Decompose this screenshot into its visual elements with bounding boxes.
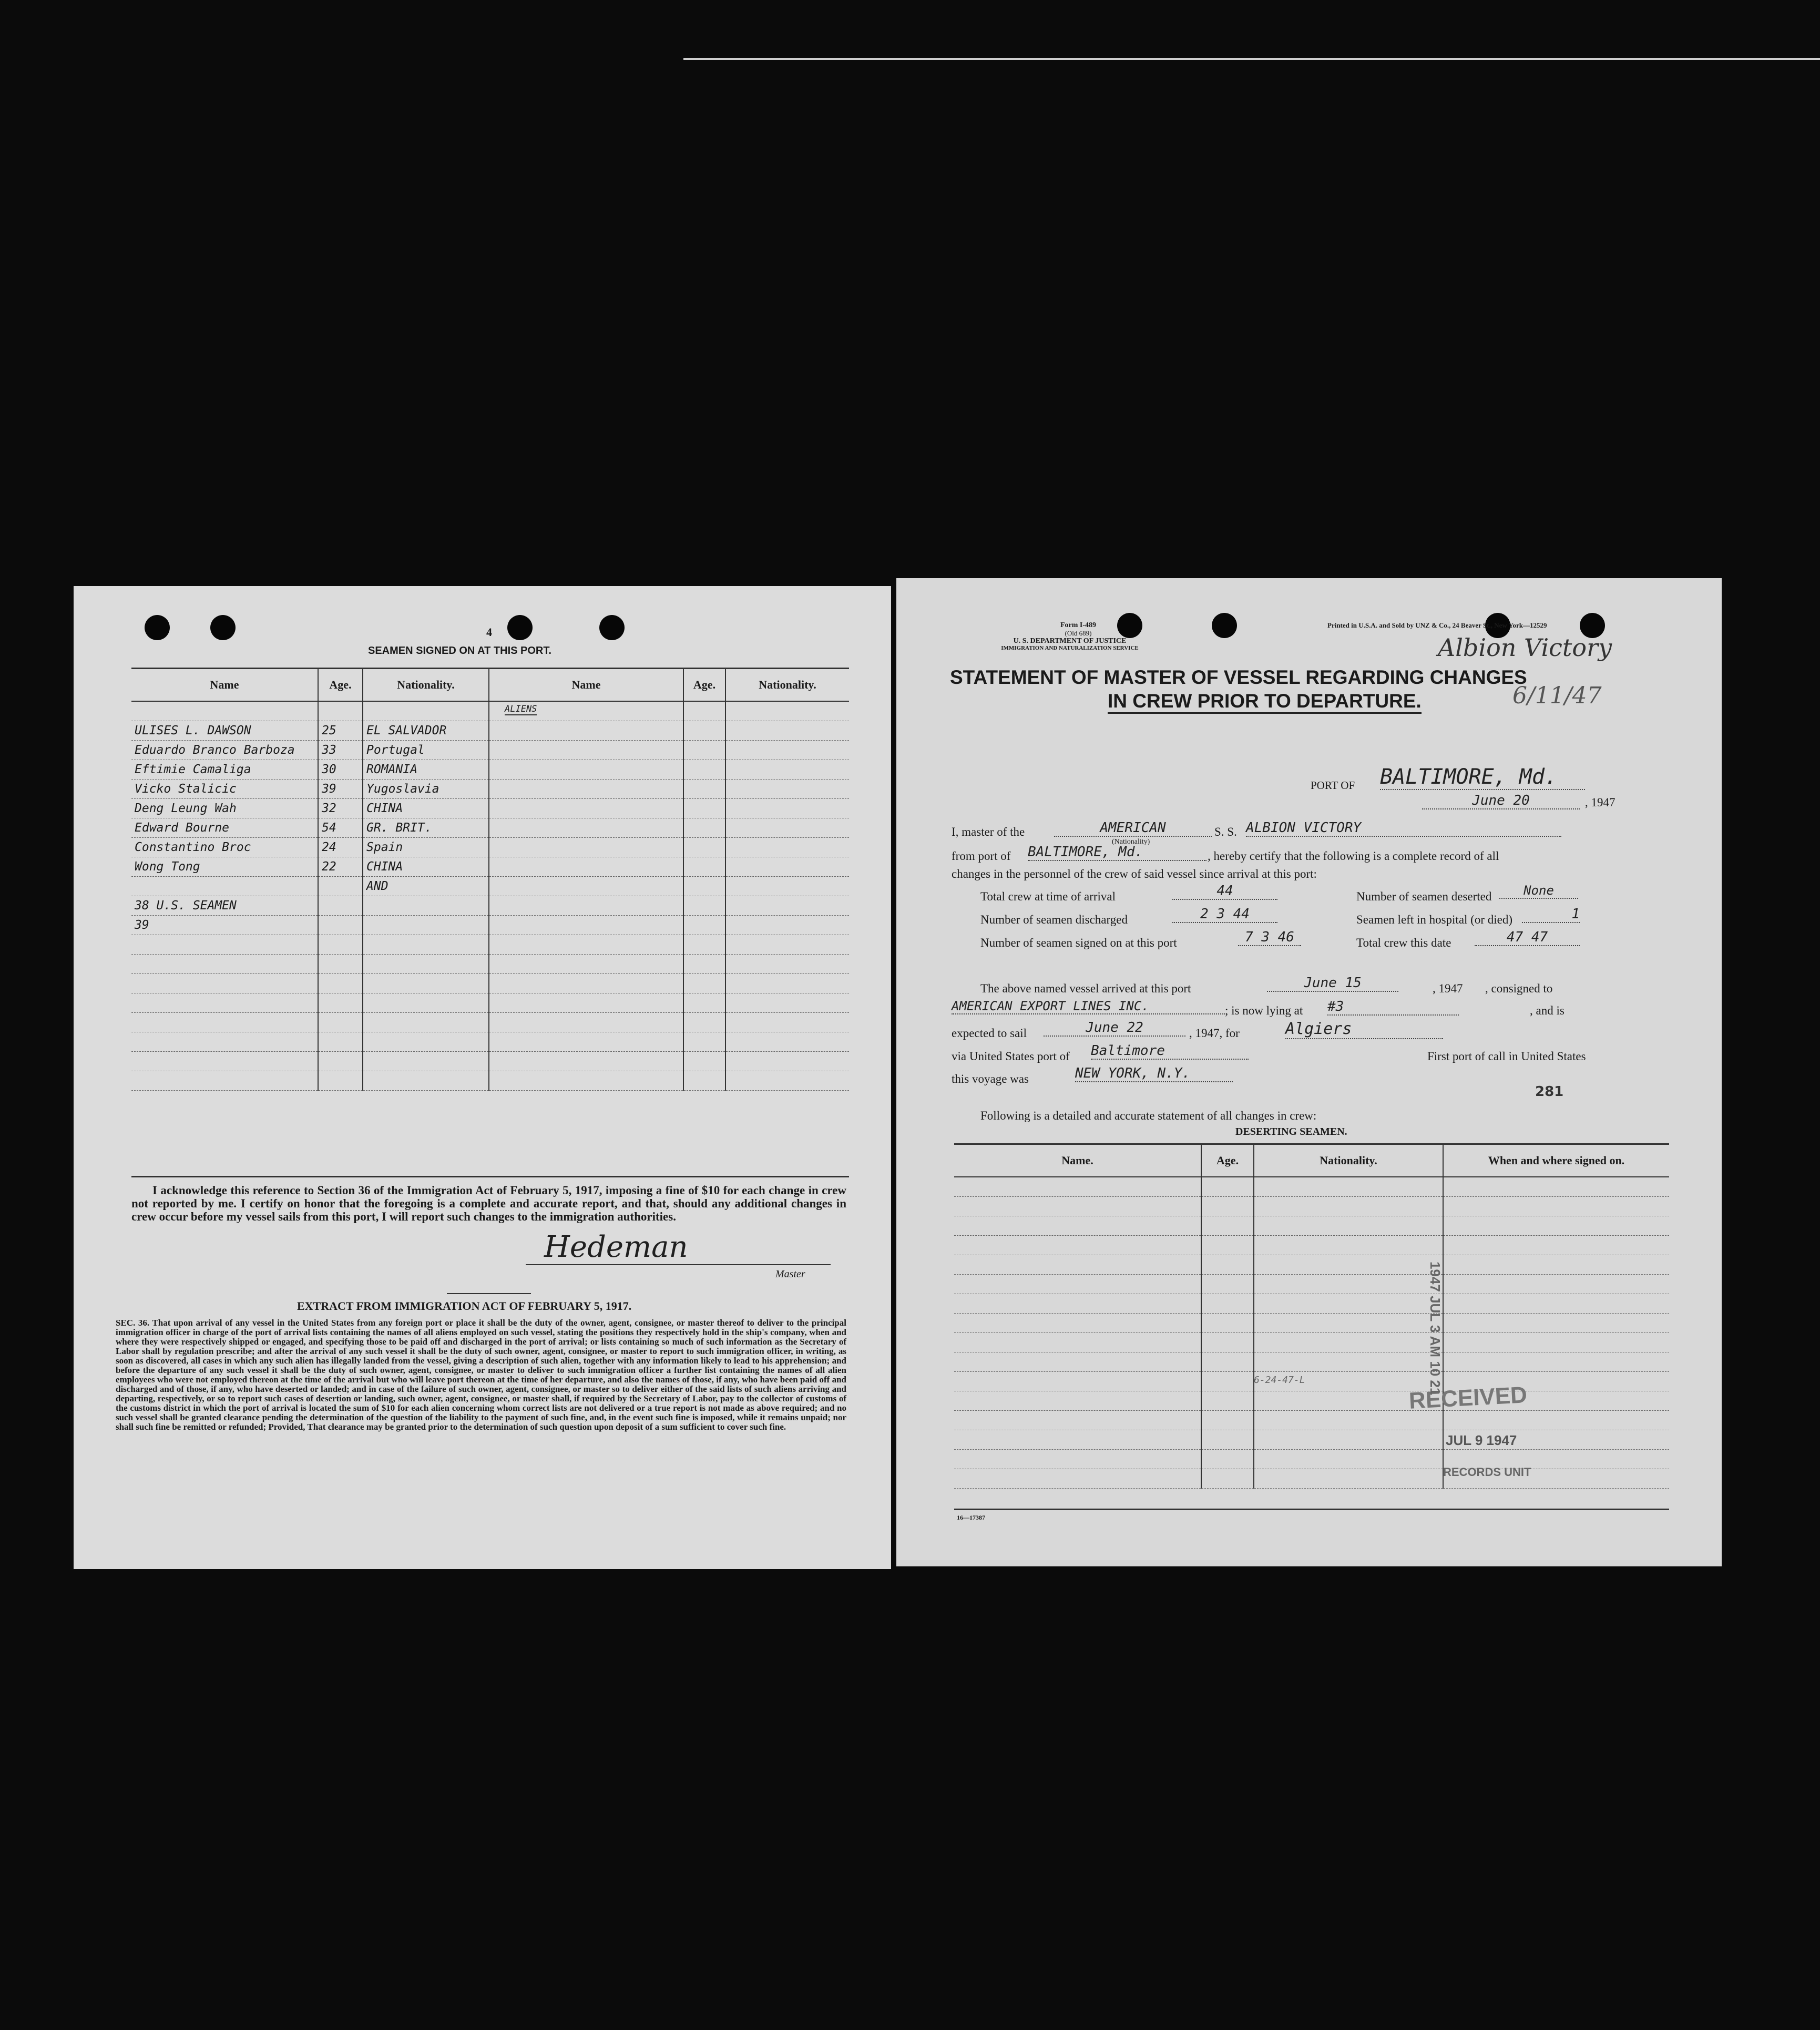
left-page bbox=[74, 586, 891, 1569]
column-header-age: Age. bbox=[1201, 1145, 1254, 1177]
column-header-nationality: Nationality. bbox=[725, 669, 849, 701]
seaman-name: 38 U.S. SEAMEN bbox=[131, 896, 318, 916]
seaman-nationality: Yugoslavia bbox=[363, 780, 489, 799]
department-name: U. S. DEPARTMENT OF JUSTICE bbox=[1013, 637, 1127, 645]
signed-on-label: Number of seamen signed on at this port bbox=[980, 936, 1177, 949]
right-page bbox=[896, 578, 1722, 1566]
column-header-age: Age. bbox=[683, 669, 725, 701]
seaman-nationality: CHINA bbox=[363, 857, 489, 877]
received-stamp-date: JUL 9 1947 bbox=[1446, 1432, 1517, 1448]
nationality-caption: (Nationality) bbox=[1112, 838, 1150, 846]
table-row bbox=[954, 1411, 1669, 1430]
table-row bbox=[131, 857, 849, 877]
via-value: Baltimore bbox=[1091, 1043, 1249, 1060]
column-header-nationality: Nationality. bbox=[363, 669, 489, 701]
page-number: 4 bbox=[486, 626, 492, 639]
seaman-name: Wong Tong bbox=[131, 857, 318, 877]
signature-line bbox=[526, 1264, 831, 1265]
discharged-label: Number of seamen discharged bbox=[980, 913, 1128, 926]
table-row bbox=[954, 1469, 1669, 1489]
arrived-label: The above named vessel arrived at this port bbox=[980, 982, 1191, 995]
seaman-name: ULISES L. DAWSON bbox=[131, 721, 318, 741]
seaman-name: Eduardo Branco Barboza bbox=[131, 741, 318, 760]
seaman-name: Deng Leung Wah bbox=[131, 799, 318, 818]
voyage-label: this voyage was bbox=[952, 1072, 1029, 1085]
lying-label: ; is now lying at bbox=[1225, 1004, 1303, 1017]
handwritten-date: 6/11/47 bbox=[1512, 682, 1602, 709]
table-header-row bbox=[954, 1145, 1669, 1177]
total-this-date-label: Total crew this date bbox=[1356, 936, 1451, 949]
form-old-number: (Old 689) bbox=[1065, 629, 1092, 637]
table-row bbox=[954, 1352, 1669, 1372]
handwritten-vessel-name: Albion Victory bbox=[1438, 633, 1612, 662]
table-row bbox=[954, 1333, 1669, 1352]
acknowledgement-text: I acknowledge this reference to Section 36 of the Immigration Act of February 5, 1917, imposing a fine of $10 for each change in crew not reported by me. I certify on honor that the foregoing is a complete and accurate report, and that, should any additional changes in crew occur before my vessel sails from this port, I will report such changes to the immigration authorities. bbox=[131, 1184, 846, 1223]
seaman-nationality: GR. BRIT. bbox=[363, 818, 489, 838]
table-row bbox=[131, 799, 849, 818]
destination-value: Algiers bbox=[1285, 1020, 1443, 1039]
table-row bbox=[131, 935, 849, 955]
page-mark: 281 bbox=[1535, 1084, 1564, 1100]
column-header-name: Name bbox=[489, 669, 683, 701]
seaman-name: Constantino Broc bbox=[131, 838, 318, 857]
form-title-line1: STATEMENT OF MASTER OF VESSEL REGARDING CHANGES bbox=[950, 667, 1527, 688]
certify-text: , hereby certify that the following is a complete record of all bbox=[1208, 849, 1499, 863]
column-header-age: Age. bbox=[318, 669, 363, 701]
table-row bbox=[131, 1071, 849, 1091]
master-label: I, master of the bbox=[952, 825, 1025, 838]
total-crew-label: Total crew at time of arrival bbox=[980, 890, 1116, 903]
seaman-age: 25 bbox=[318, 721, 363, 741]
column-header-signed-on: When and where signed on. bbox=[1443, 1145, 1669, 1177]
table-row bbox=[954, 1294, 1669, 1314]
arrived-year: , 1947 bbox=[1433, 982, 1463, 995]
service-name: IMMIGRATION AND NATURALIZATION SERVICE bbox=[1001, 645, 1139, 651]
seaman-age: 24 bbox=[318, 838, 363, 857]
seamen-signed-on-table bbox=[131, 669, 849, 1091]
deserting-seamen-table bbox=[954, 1145, 1669, 1489]
table-row bbox=[954, 1314, 1669, 1333]
table-row bbox=[131, 1032, 849, 1052]
table-row bbox=[131, 780, 849, 799]
and-is-text: , and is bbox=[1530, 1004, 1565, 1017]
seaman-name: 39 bbox=[131, 916, 318, 935]
following-text: Following is a detailed and accurate statement of all changes in crew: bbox=[980, 1109, 1317, 1122]
expected-label: expected to sail bbox=[952, 1027, 1027, 1040]
table-row bbox=[954, 1275, 1669, 1294]
from-port-value: BALTIMORE, Md. bbox=[1028, 844, 1206, 861]
film-edge-line bbox=[683, 58, 1820, 60]
hospital-value: 1 bbox=[1522, 906, 1580, 923]
punch-hole bbox=[1212, 613, 1237, 638]
punch-hole bbox=[599, 615, 625, 640]
consignee-value: AMERICAN EXPORT LINES INC. bbox=[952, 999, 1225, 1014]
seaman-name: Vicko Stalicic bbox=[131, 780, 318, 799]
deserted-value: None bbox=[1499, 883, 1578, 899]
received-stamp: RECEIVED bbox=[1408, 1382, 1528, 1414]
first-call-label: First port of call in United States bbox=[1427, 1050, 1586, 1063]
table-row bbox=[131, 896, 849, 916]
seaman-age bbox=[318, 896, 363, 916]
table-row bbox=[954, 1197, 1669, 1216]
punch-hole bbox=[145, 615, 170, 640]
table-row bbox=[954, 1236, 1669, 1255]
total-crew-value: 44 bbox=[1172, 883, 1277, 900]
column-header-name: Name. bbox=[954, 1145, 1201, 1177]
voyage-value: NEW YORK, N.Y. bbox=[1075, 1065, 1233, 1082]
expected-value: June 22 bbox=[1044, 1020, 1185, 1037]
table-row bbox=[954, 1450, 1669, 1469]
table-row bbox=[131, 877, 849, 896]
date-year: , 1947 bbox=[1585, 796, 1615, 809]
table-row bbox=[131, 1013, 849, 1032]
seaman-age: 32 bbox=[318, 799, 363, 818]
vertical-time-stamp: 1947 JUL 3 AM 10 21 bbox=[1427, 1262, 1443, 1396]
seaman-age: 54 bbox=[318, 818, 363, 838]
column-header-nationality: Nationality. bbox=[1254, 1145, 1443, 1177]
seaman-nationality: EL SALVADOR bbox=[363, 721, 489, 741]
seaman-nationality: ROMANIA bbox=[363, 760, 489, 780]
table-row bbox=[131, 741, 849, 760]
table-row bbox=[131, 1052, 849, 1071]
lying-value: #3 bbox=[1327, 999, 1459, 1016]
form-number: Form I-489 bbox=[1060, 621, 1097, 629]
table-row bbox=[954, 1177, 1669, 1197]
date-value: June 20 bbox=[1422, 793, 1580, 809]
extract-text: SEC. 36. That upon arrival of any vessel in the United States from any foreign port or place it shall be the duty of the owner, agent, consignee, or master thereof to deliver to the principal immigration officer in charge of the port of arrival lists containing the names of all aliens employed on such vessel, stating the positions they respectively hold in the ship's company, when and where they were respectively shipped or engaged, and specifying those to be paid off and discharged in the port of arrival; or lists containing so much of such information as the Secretary of Labor shall by regulation prescribe; and after the arrival of any such vessel it shall be the duty of such owner, agent, consignee, or master to report to such immigration officer, in writing, as soon as discovered, all cases in which any such alien has illegally landed from the vessel, giving a description of such alien, together with any information likely to lead to his apprehension; and before the departure of any such vessel it shall be the duty of such owner, agent, consignee, or master to deliver to such immigration officer a further list containing the names of all alien employees who were not employed thereon at the time of the arrival but who will leave port thereon at the time of her departure, and also the names of those, if any, who have been paid off and discharged and of those, if any, who have deserted or landed; and in case of the failure of such owner, agent, consignee, or master so to deliver either of the said lists of such aliens arriving and departing, respectively, or so to report such cases of desertion or landing, such owner, agent, consignee, or master shall, if required by the Secretary of Labor, pay to the collector of customs of the customs district in which the port of arrival is located the sum of $10 for each alien concerning whom correct lists are not delivered or a true report is not made as above required; and no such vessel shall be granted clearance pending the determination of the question of the liability to the payment of such fine, and, in the event such fine is imposed, while it remains unpaid; nor shall such fine be remitted or refunded; Provided, That clearance may be granted prior to the determination of such question upon deposit of a sum sufficient to cover such fine. bbox=[116, 1318, 846, 1432]
hospital-label: Seamen left in hospital (or died) bbox=[1356, 913, 1513, 926]
table-row bbox=[954, 1372, 1669, 1391]
seaman-age: 39 bbox=[318, 780, 363, 799]
expected-year: , 1947, for bbox=[1189, 1027, 1240, 1040]
seaman-nationality: CHINA bbox=[363, 799, 489, 818]
from-port-label: from port of bbox=[952, 849, 1011, 863]
port-value: BALTIMORE, Md. bbox=[1380, 765, 1585, 790]
signed-on-value: 7 3 46 bbox=[1238, 929, 1301, 946]
master-caption: Master bbox=[775, 1268, 805, 1280]
discharged-value: 2 3 44 bbox=[1172, 906, 1277, 923]
port-label: PORT OF bbox=[1311, 779, 1355, 792]
printer-note: Printed in U.S.A. and Sold by UNZ & Co., 24 Beaver St., New York—12529 bbox=[1327, 621, 1547, 629]
signature-text: Hedeman bbox=[544, 1230, 688, 1264]
seaman-age: 22 bbox=[318, 857, 363, 877]
seaman-name: Eftimie Camaliga bbox=[131, 760, 318, 780]
deserted-label: Number of seamen deserted bbox=[1356, 890, 1492, 903]
deserting-title: DESERTING SEAMEN. bbox=[1235, 1126, 1347, 1137]
seaman-nationality: Spain bbox=[363, 838, 489, 857]
extract-title: EXTRACT FROM IMMIGRATION ACT OF FEBRUARY 5, 1917. bbox=[297, 1299, 632, 1313]
seaman-age: 33 bbox=[318, 741, 363, 760]
table-row bbox=[131, 916, 849, 935]
aliens-note: ALIENS bbox=[505, 704, 537, 714]
via-label: via United States port of bbox=[952, 1050, 1070, 1063]
arrived-value: June 15 bbox=[1267, 975, 1398, 992]
pencil-note: 6-24-47-L bbox=[1254, 1375, 1305, 1386]
seaman-nationality: Portugal bbox=[363, 741, 489, 760]
punch-hole bbox=[507, 615, 533, 640]
table-bottom-rule bbox=[954, 1509, 1669, 1510]
ss-label: S. S. bbox=[1214, 825, 1237, 838]
table-row bbox=[954, 1216, 1669, 1236]
footer-code: 16—17387 bbox=[957, 1514, 985, 1521]
form-title-line2: IN CREW PRIOR TO DEPARTURE. bbox=[1108, 690, 1422, 714]
table-row bbox=[131, 721, 849, 741]
table-row bbox=[131, 701, 849, 721]
punch-hole bbox=[210, 615, 236, 640]
seaman-age: 30 bbox=[318, 760, 363, 780]
total-this-date-value: 47 47 bbox=[1475, 929, 1580, 946]
table-row bbox=[131, 974, 849, 993]
master-signature bbox=[544, 1230, 688, 1264]
ship-name-value: ALBION VICTORY bbox=[1246, 820, 1561, 837]
consigned-label: , consigned to bbox=[1485, 982, 1553, 995]
table-row bbox=[131, 993, 849, 1013]
table-row bbox=[131, 838, 849, 857]
column-header-name: Name bbox=[131, 669, 318, 701]
changes-text: changes in the personnel of the crew of said vessel since arrival at this port: bbox=[952, 867, 1317, 880]
table-row bbox=[131, 818, 849, 838]
table-header-row bbox=[131, 669, 849, 701]
table-row bbox=[131, 955, 849, 974]
seaman-name bbox=[131, 877, 318, 896]
seaman-age bbox=[318, 877, 363, 896]
seaman-nationality bbox=[363, 896, 489, 916]
table-row bbox=[131, 760, 849, 780]
nationality-value: AMERICAN bbox=[1054, 820, 1212, 837]
table-bottom-rule bbox=[131, 1176, 849, 1177]
table-row bbox=[954, 1391, 1669, 1411]
seaman-age bbox=[318, 916, 363, 935]
seaman-name: Edward Bourne bbox=[131, 818, 318, 838]
seaman-nationality bbox=[363, 916, 489, 935]
seaman-nationality: AND bbox=[363, 877, 489, 896]
table-row bbox=[954, 1255, 1669, 1275]
records-unit-stamp: RECORDS UNIT bbox=[1443, 1465, 1531, 1479]
section-title: SEAMEN SIGNED ON AT THIS PORT. bbox=[368, 645, 551, 657]
table-row bbox=[954, 1430, 1669, 1450]
divider bbox=[447, 1293, 531, 1294]
